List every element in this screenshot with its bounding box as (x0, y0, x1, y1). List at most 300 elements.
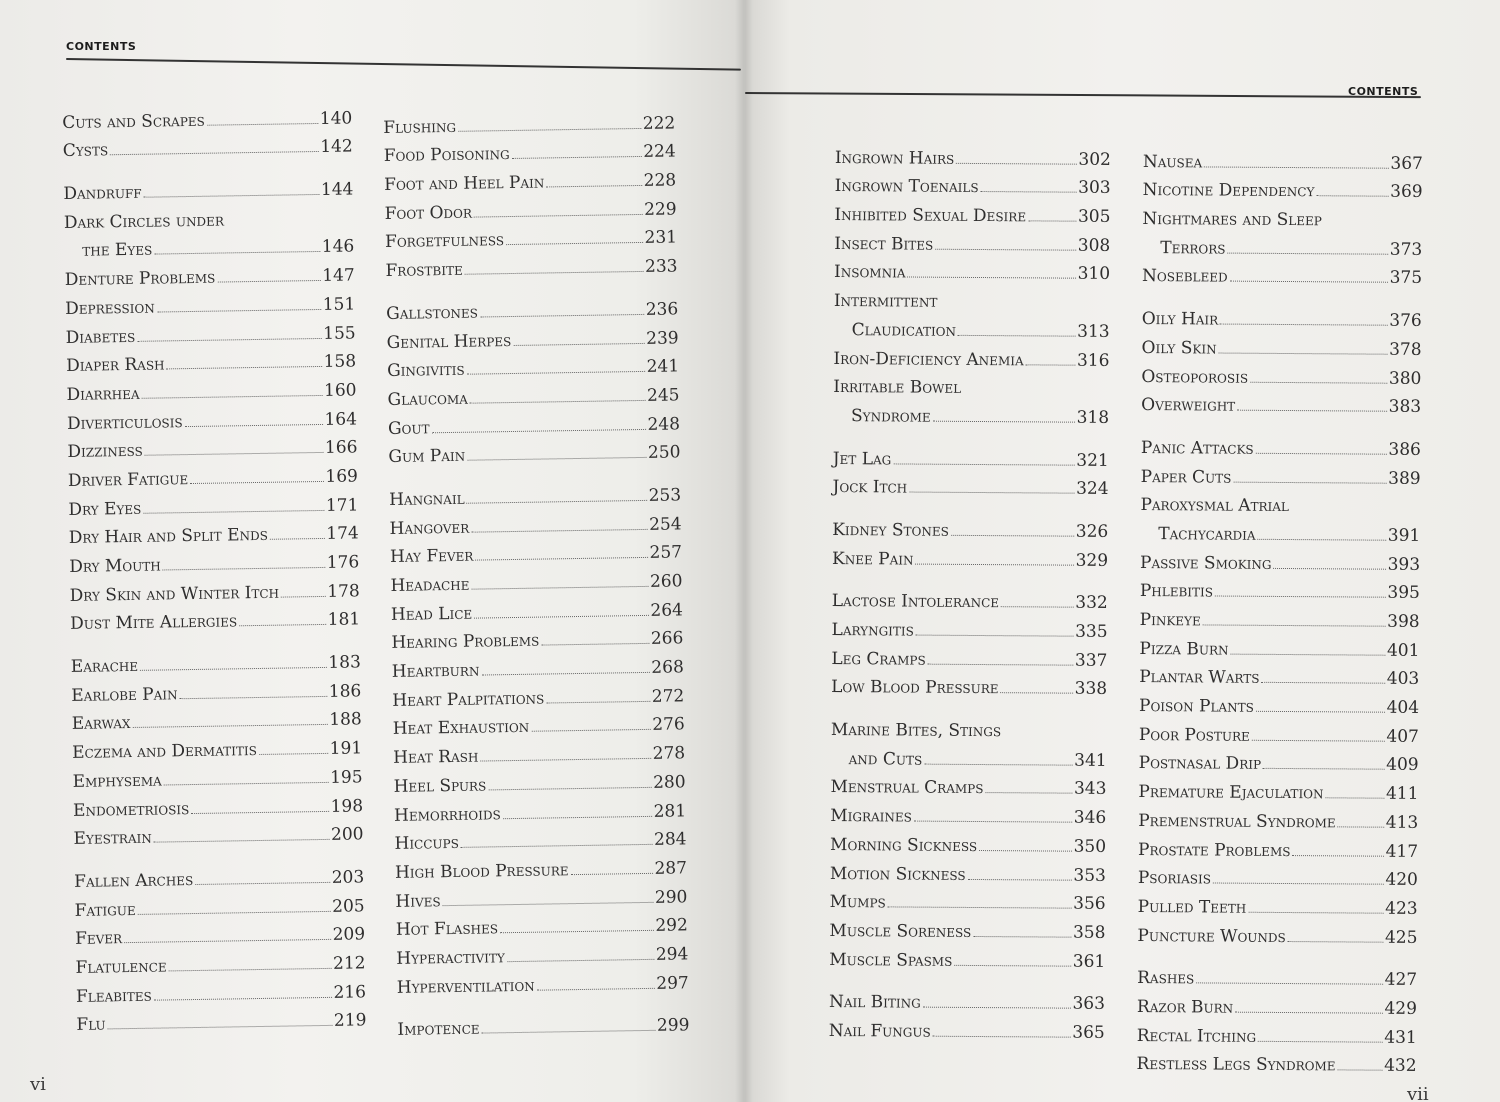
toc-entry-title: Poison Plants (1138, 696, 1254, 717)
dot-leader (1256, 711, 1385, 713)
toc-entry (831, 640, 1107, 671)
toc-entry-title: Hangnail (388, 488, 465, 510)
toc-entry-title: Hemorrhoids (393, 803, 501, 826)
dot-leader (1220, 324, 1387, 326)
toc-entry-page: 335 (1075, 621, 1108, 642)
toc-entry-page: 278 (652, 743, 686, 764)
dot-leader (546, 185, 641, 187)
toc-entry-page: 431 (1384, 1027, 1417, 1048)
toc-entry-page: 239 (646, 327, 679, 349)
toc-entry-page: 367 (1390, 153, 1423, 174)
toc-entry (835, 168, 1111, 199)
toc-entry (830, 826, 1106, 857)
toc-entry-title: Nail Fungus (828, 1020, 931, 1042)
toc-entry-title: Jet Lag (832, 448, 892, 469)
toc-entry-title: Dust Mite Allergies (70, 611, 238, 635)
toc-entry-page: 146 (321, 236, 355, 258)
dot-leader (154, 997, 332, 1001)
toc-entry (69, 572, 359, 605)
toc-entry (395, 878, 687, 911)
toc-entry-title: Lactose Intolerance (831, 591, 1000, 613)
toc-entry-title: Nausea (1142, 151, 1203, 173)
toc-entry-page: 178 (327, 581, 360, 602)
toc-entry-title: Fatigue (74, 899, 136, 921)
dot-leader (935, 248, 1076, 250)
toc-entry (74, 859, 364, 892)
toc-entry (1137, 917, 1417, 948)
toc-entry-title: Tachycardia (1158, 524, 1256, 545)
toc-entry (391, 591, 683, 624)
left-page (0, 0, 745, 1102)
toc-entry-title: Intermittent (833, 291, 938, 312)
toc-entry-title: Earwax (71, 713, 131, 735)
toc-entry-page: 356 (1073, 893, 1106, 915)
toc-entry-page: 373 (1389, 239, 1423, 260)
dot-leader (924, 763, 1072, 765)
toc-entry-page: 427 (1384, 969, 1418, 991)
toc-entry (1140, 515, 1420, 546)
toc-entry-page: 245 (646, 385, 680, 406)
toc-entry (832, 469, 1108, 500)
toc-entry-page: 142 (320, 136, 353, 158)
dot-leader (481, 672, 649, 676)
toc-entry (831, 669, 1107, 700)
toc-entry-page: 425 (1384, 927, 1418, 948)
dot-leader (954, 964, 1070, 966)
dot-leader (217, 280, 320, 283)
toc-entry-page: 257 (649, 542, 683, 564)
toc-entry (390, 563, 682, 596)
dot-leader (167, 366, 322, 369)
toc-entry-page: 254 (648, 513, 682, 535)
toc-entry-page: 144 (320, 179, 354, 201)
dot-leader (968, 878, 1072, 880)
dot-leader (471, 529, 647, 533)
toc-entry (386, 291, 678, 324)
toc-entry (67, 429, 357, 462)
toc-entry-title: Morning Sickness (830, 834, 978, 856)
toc-entry-title: Head Lice (390, 603, 473, 625)
toc-entry (75, 916, 365, 949)
dot-leader (154, 839, 329, 843)
toc-entry-page: 316 (1076, 350, 1110, 371)
dot-leader (512, 156, 642, 159)
toc-entry (72, 758, 362, 791)
toc-entry-title: Earlobe Pain (71, 684, 178, 706)
toc-entry-page: 266 (650, 628, 684, 650)
toc-entry (397, 964, 689, 997)
toc-entry (832, 611, 1108, 642)
toc-entry-page: 188 (329, 709, 362, 731)
toc-entry (396, 907, 688, 940)
toc-entry-title: Paper Cuts (1140, 466, 1232, 488)
dot-leader (259, 753, 328, 755)
dot-leader (1248, 912, 1383, 914)
toc-entry-page: 155 (323, 322, 356, 344)
toc-entry-page: 248 (647, 413, 681, 435)
dot-leader (467, 500, 647, 504)
dot-leader (1231, 653, 1385, 655)
toc-entry-title: High Blood Pressure (394, 860, 569, 883)
toc-entry (384, 190, 676, 223)
toc-entry-title: Poor Posture (1138, 724, 1250, 746)
toc-entry-page: 164 (324, 408, 358, 430)
toc-entry-title: Pulled Teeth (1137, 896, 1247, 918)
toc-entry-title: Irritable Bowel (833, 377, 962, 399)
dot-leader (888, 907, 1071, 909)
toc-entry-title: Endometriosis (72, 798, 190, 821)
toc-entry (394, 792, 686, 825)
toc-entry-page: 365 (1072, 1022, 1105, 1043)
toc-entry-title: Forgetfulness (384, 230, 505, 253)
running-header-left: CONTENTS (66, 40, 137, 53)
toc-entry-title: Hearing Problems (391, 630, 540, 654)
toc-entry (829, 912, 1105, 943)
dot-leader (531, 729, 650, 732)
dot-leader (933, 421, 1075, 423)
dot-leader (908, 277, 1076, 279)
toc-entry-title: Plantar Warts (1139, 667, 1260, 689)
toc-entry-page: 260 (649, 571, 683, 592)
toc-entry-title: Hay Fever (389, 545, 474, 568)
toc-entry (392, 677, 684, 710)
dot-leader (1338, 1070, 1383, 1071)
dot-leader (951, 535, 1074, 537)
toc-entry (1140, 487, 1420, 518)
toc-entry-title: Flatulence (75, 956, 167, 978)
toc-entry (1142, 200, 1422, 231)
toc-entry-page: 398 (1387, 611, 1420, 632)
toc-entry (69, 515, 359, 548)
dot-leader (1235, 1012, 1382, 1014)
toc-entry-page: 160 (323, 380, 357, 401)
toc-entry-page: 318 (1076, 407, 1110, 428)
toc-entry-page: 332 (1075, 593, 1108, 614)
toc-entry (71, 644, 361, 677)
toc-entry-title: Restless Legs Syndrome (1136, 1054, 1336, 1076)
dot-leader (1028, 220, 1076, 221)
dot-leader (985, 793, 1072, 795)
toc-entry-page: 229 (644, 199, 677, 220)
dot-leader (195, 882, 330, 885)
toc-entry-page: 176 (326, 552, 360, 573)
toc-entry-page: 378 (1389, 339, 1422, 360)
toc-entry (830, 883, 1106, 914)
dot-leader (470, 400, 645, 404)
toc-entry (76, 973, 366, 1006)
toc-entry (73, 816, 363, 849)
toc-entry-page: 376 (1389, 310, 1422, 332)
toc-entry (75, 945, 365, 978)
dot-leader (958, 335, 1075, 337)
dot-leader (108, 1025, 332, 1030)
toc-entry-title: Paroxysmal Atrial (1140, 495, 1290, 517)
dot-leader (1274, 568, 1386, 570)
toc-entry-page: 253 (648, 485, 682, 506)
toc-entry-page: 186 (328, 681, 362, 702)
toc-entry (72, 730, 362, 763)
toc-entry-page: 310 (1077, 264, 1111, 285)
toc-entry-title: Foot Odor (384, 202, 473, 224)
toc-entry-title: Nightmares and Sleep (1142, 209, 1322, 231)
toc-entry (70, 601, 360, 634)
toc-entry-title: Oily Hair (1141, 309, 1219, 330)
book-gutter (735, 0, 753, 1102)
toc-entry (1141, 429, 1421, 460)
toc-entry-page: 305 (1077, 206, 1111, 227)
toc-entry (65, 286, 355, 319)
toc-entry-page: 272 (651, 686, 685, 707)
dot-leader (145, 452, 323, 456)
toc-entry (65, 314, 355, 347)
toc-entry (1140, 573, 1420, 604)
dot-leader (169, 968, 331, 972)
toc-entry-page: 228 (643, 170, 677, 191)
toc-entry-title: Prostate Problems (1137, 839, 1291, 861)
toc-entry-page: 313 (1077, 321, 1110, 342)
toc-entry (387, 377, 679, 410)
toc-entry-page: 341 (1074, 750, 1107, 771)
toc-entry-page: 290 (654, 886, 688, 908)
page-number-left: vi (30, 1074, 46, 1095)
toc-entry-title: Knee Pain (832, 548, 914, 570)
header-rule-left (66, 58, 741, 71)
dot-leader (1263, 768, 1384, 770)
dot-leader (467, 457, 646, 461)
dot-leader (1203, 624, 1385, 626)
dot-leader (1316, 196, 1388, 198)
toc-entry-title: Gout (387, 417, 430, 439)
toc-entry (64, 199, 354, 232)
dot-leader (133, 724, 328, 728)
toc-entry-title: Phlebitis (1139, 581, 1214, 602)
toc-entry-page: 361 (1072, 951, 1106, 972)
toc-entry-page: 411 (1385, 783, 1419, 805)
dot-leader (471, 586, 648, 590)
toc-entry-page: 236 (645, 299, 679, 320)
toc-entry-page: 195 (330, 767, 363, 788)
dot-leader (143, 510, 324, 514)
toc-entry-page: 308 (1077, 235, 1111, 256)
toc-entry (393, 735, 685, 768)
dot-leader (458, 128, 641, 132)
toc-entry-page: 346 (1073, 807, 1107, 829)
toc-entry-page: 147 (322, 265, 355, 287)
toc-entry (67, 400, 357, 433)
toc-entry-title: Denture Problems (64, 267, 216, 291)
toc-entry (829, 1012, 1105, 1043)
toc-entry (69, 544, 359, 577)
toc-entry-page: 393 (1387, 554, 1421, 575)
dot-leader (124, 939, 331, 943)
toc-entry-title: Diaper Rash (65, 354, 165, 377)
toc-entry-title: Overweight (1141, 395, 1236, 416)
toc-entry-page: 380 (1388, 368, 1422, 389)
toc-entry (1143, 172, 1423, 203)
toc-entry-title: Glaucoma (387, 388, 469, 410)
dot-leader (465, 271, 643, 275)
dot-leader (157, 309, 321, 313)
toc-entry-page: 329 (1075, 550, 1109, 571)
dot-leader (480, 314, 644, 318)
dot-leader (1288, 941, 1383, 943)
toc-entry (1141, 358, 1421, 389)
toc-entry-title: Heart Palpitations (392, 688, 545, 711)
toc-entry-page: 324 (1076, 478, 1109, 500)
toc-entry-title: Oily Skin (1141, 337, 1217, 359)
toc-entry-page: 276 (652, 714, 685, 736)
toc-entry-page: 166 (324, 437, 358, 459)
toc-entry-page: 268 (651, 657, 684, 678)
toc-entry (63, 171, 353, 204)
toc-entry-page: 395 (1387, 583, 1420, 604)
toc-entry (390, 534, 682, 567)
toc-entry-title: Dry Skin and Winter Itch (69, 582, 280, 606)
dot-leader (185, 424, 323, 427)
dot-leader (475, 557, 647, 561)
toc-entry (833, 340, 1109, 371)
toc-entry-title: Iron-Deficiency Anemia (833, 348, 1024, 370)
dot-leader (909, 492, 1074, 494)
dot-leader (1338, 826, 1384, 827)
toc-entry (1137, 960, 1417, 991)
toc-entry (833, 368, 1109, 399)
dot-leader (281, 596, 325, 598)
toc-entry-title: Nosebleed (1141, 266, 1228, 288)
toc-entry-title: Cysts (62, 140, 109, 162)
dot-leader (474, 615, 648, 619)
toc-entry (71, 701, 361, 734)
dot-leader (1215, 596, 1385, 598)
toc-entry-title: Foot and Heel Pain (384, 172, 545, 196)
dot-leader (1001, 693, 1073, 695)
toc-entry-title: Hyperactivity (396, 947, 506, 969)
toc-entry-title: Heat Rash (393, 746, 479, 769)
toc-entry-page: 171 (325, 495, 359, 516)
toc-entry (386, 319, 678, 352)
toc-entry-title: Driver Fatigue (67, 469, 189, 491)
toc-entry-page: 287 (654, 858, 688, 879)
toc-entry-title: Inhibited Sexual Desire (834, 205, 1027, 227)
toc-entry-title: Jock Itch (832, 477, 908, 498)
dot-leader (480, 758, 650, 762)
toc-entry (389, 505, 681, 538)
toc-entry-page: 404 (1386, 697, 1420, 719)
toc-entry (832, 511, 1108, 542)
toc-entry-page: 343 (1073, 779, 1107, 800)
dot-leader (207, 123, 318, 126)
toc-entry (387, 348, 679, 381)
toc-entry-page: 413 (1385, 812, 1419, 833)
dot-leader (110, 151, 318, 155)
toc-entry-page: 174 (326, 523, 359, 545)
toc-entry-page: 212 (332, 953, 366, 974)
toc-entry (1139, 687, 1419, 718)
toc-entry (1141, 386, 1421, 417)
toc-entry-title: Impotence (397, 1018, 480, 1041)
toc-entry (1138, 888, 1418, 919)
toc-entry (1139, 716, 1419, 747)
toc-entry-page: 224 (643, 141, 676, 163)
dot-leader (461, 844, 652, 848)
toc-entry-title: Heat Exhaustion (392, 717, 530, 740)
toc-entry-page: 403 (1386, 669, 1420, 690)
dot-leader (916, 563, 1074, 565)
toc-entry-title: Dizziness (67, 441, 143, 463)
toc-entry-page: 302 (1078, 149, 1111, 170)
dot-leader (1001, 606, 1073, 608)
toc-entry-page: 420 (1385, 869, 1418, 891)
toc-entry-page: 216 (333, 981, 367, 1003)
header-rule-right (745, 92, 1421, 98)
dot-leader (1237, 410, 1387, 412)
toc-entry-page: 233 (644, 256, 678, 278)
dot-leader (144, 194, 319, 198)
toc-entry-page: 200 (330, 824, 364, 846)
toc-entry (388, 405, 680, 438)
dot-leader (923, 1007, 1071, 1009)
toc-entry-title: Claudication (851, 319, 957, 341)
toc-entry-title: Heel Spurs (393, 775, 487, 797)
toc-entry (395, 850, 687, 883)
toc-entry-title: Diverticulosis (66, 411, 183, 434)
toc-entry (62, 99, 352, 132)
toc-entry-page: 303 (1078, 178, 1111, 199)
toc-entry (73, 787, 363, 820)
dot-leader (893, 463, 1074, 465)
toc-entry-title: Dry Mouth (69, 555, 161, 577)
toc-entry-title: Gingivitis (386, 359, 465, 382)
dot-leader (1233, 481, 1386, 483)
toc-entry-page: 391 (1387, 525, 1421, 546)
toc-entry-title: Postnasal Drip (1138, 753, 1262, 775)
toc-entry-title: Genital Herpes (386, 330, 512, 353)
toc-entry-title: Fever (74, 928, 123, 950)
toc-entry-title: Passive Smoking (1140, 552, 1272, 574)
dot-leader (467, 371, 645, 375)
toc-entry (1142, 229, 1422, 260)
toc-entry-page: 350 (1073, 836, 1107, 857)
toc-entry-title: Rashes (1137, 968, 1195, 989)
toc-entry (392, 706, 684, 739)
toc-entry-title: Laryngitis (831, 619, 914, 641)
toc-entry-title: Rectal Itching (1136, 1025, 1257, 1047)
toc-column-4 (1136, 143, 1422, 1076)
toc-entry-page: 294 (655, 944, 689, 965)
toc-entry-page: 284 (653, 829, 687, 851)
dot-leader (1227, 252, 1387, 254)
dot-leader (1261, 682, 1384, 684)
toc-entry-page: 389 (1388, 468, 1421, 489)
toc-entry (1139, 745, 1419, 776)
toc-entry-page: 409 (1386, 755, 1419, 776)
dot-leader (513, 342, 644, 345)
dot-leader (1196, 983, 1382, 985)
toc-entry-title: Diarrhea (66, 383, 140, 405)
toc-entry (391, 620, 683, 653)
toc-entry-page: 280 (653, 772, 686, 793)
toc-entry-page: 231 (644, 227, 678, 249)
dot-leader (142, 395, 323, 399)
toc-entry-title: Ingrown Toenails (834, 176, 979, 198)
toc-entry-page: 337 (1074, 650, 1108, 671)
toc-entry (393, 763, 685, 796)
toc-entry (397, 1007, 689, 1040)
toc-entry (74, 887, 364, 920)
dot-leader (488, 787, 651, 791)
toc-entry-page: 222 (642, 113, 676, 134)
toc-entry (389, 477, 681, 510)
